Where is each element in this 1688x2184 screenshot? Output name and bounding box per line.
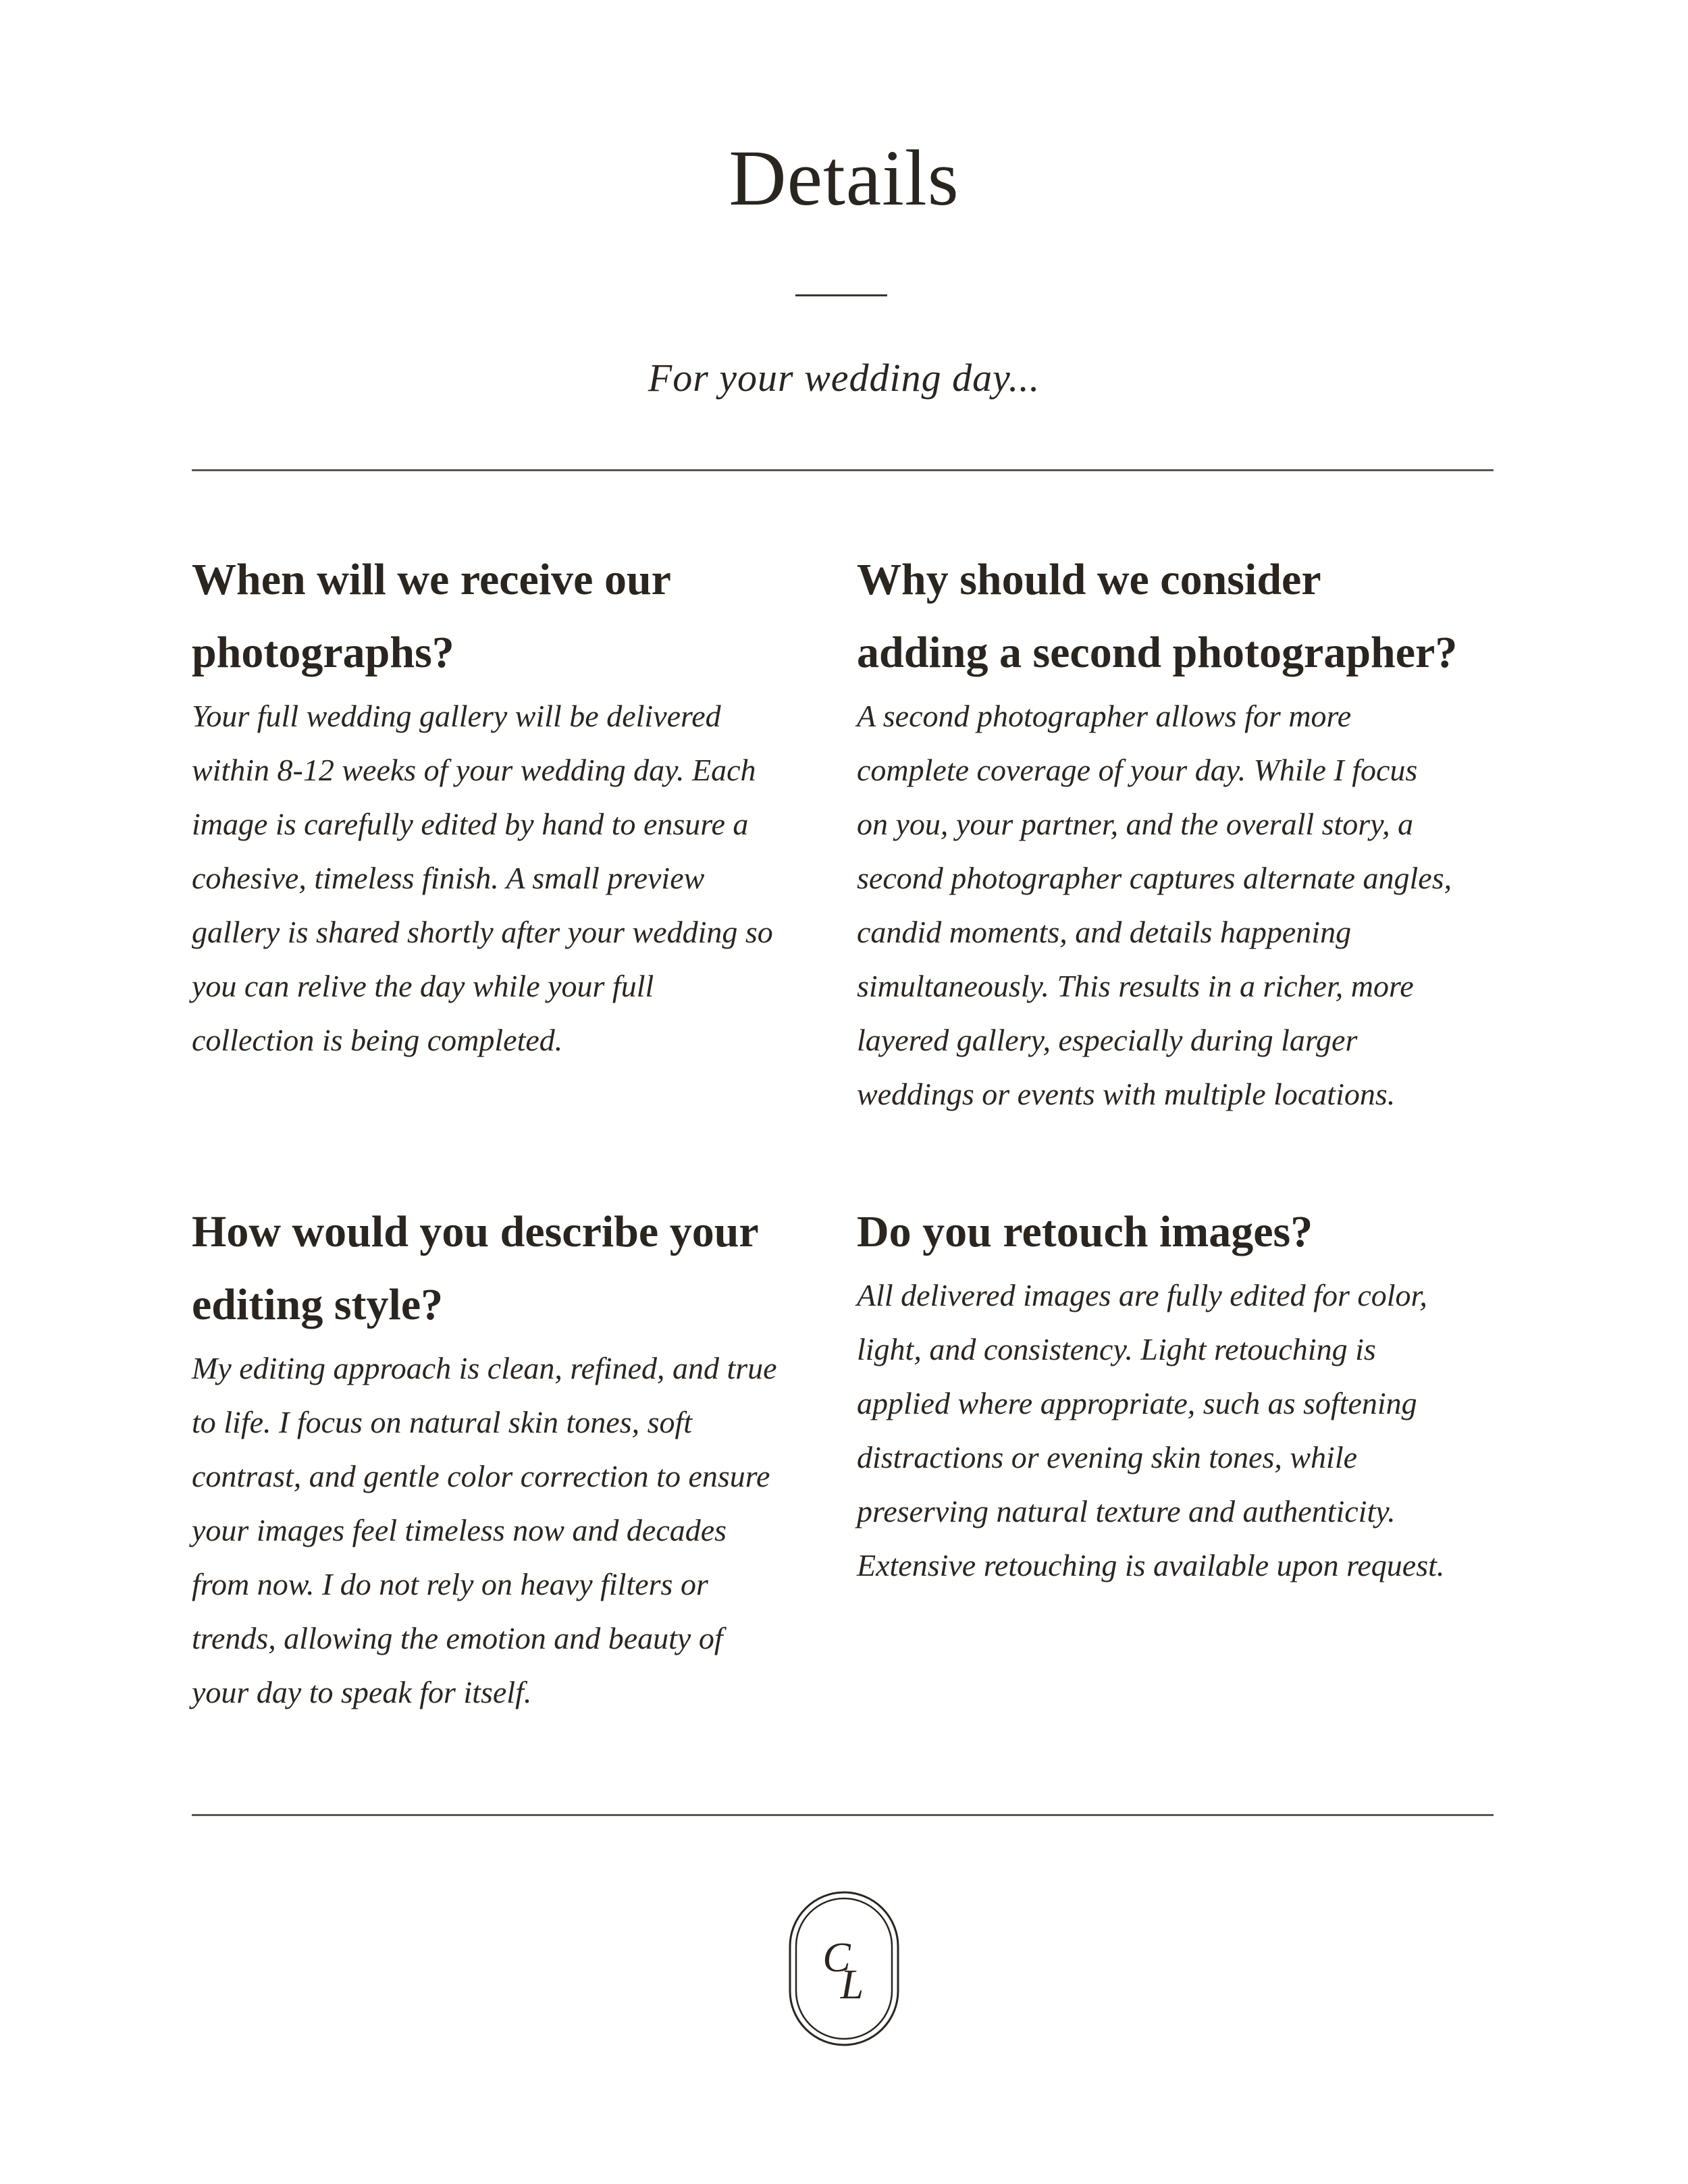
title-divider: [795, 294, 887, 296]
faq-answer-line: your images feel timeless now and decades: [192, 1513, 727, 1547]
faq-answer: [857, 1269, 1505, 1593]
faq-answer-line: light, and consistency. Light retouching is: [857, 1332, 1376, 1366]
faq-answer-line: collection is being completed.: [192, 1023, 563, 1057]
faq-answer-line: candid moments, and details happening: [857, 915, 1352, 949]
faq-answer-line: your day to speak for itself.: [192, 1675, 532, 1709]
faq-question: [192, 1196, 840, 1341]
faq-answer-line: trends, allowing the emotion and beauty of: [192, 1621, 723, 1655]
faq-question: [857, 1196, 1505, 1269]
faq-answer-line: A second photographer allows for more: [857, 699, 1352, 733]
faq-answer-line: gallery is shared shortly after your wedding so: [192, 915, 773, 949]
faq-question-line: editing style?: [192, 1280, 444, 1329]
faq-answer-line: to life. I focus on natural skin tones, soft: [192, 1405, 693, 1439]
faq-answer-line: Extensive retouching is available upon request.: [857, 1548, 1445, 1582]
faq-answer-line: from now. I do not rely on heavy filters or: [192, 1567, 708, 1601]
bottom-divider: [192, 1814, 1494, 1816]
faq-answer-line: second photographer captures alternate angles,: [857, 861, 1452, 895]
faq-item: [857, 543, 1505, 1121]
page-title: Details: [729, 134, 959, 222]
faq-answer-line: on you, your partner, and the overall story, a: [857, 807, 1414, 841]
faq-question-line: When will we receive our: [192, 555, 671, 604]
faq-answer-line: within 8-12 weeks of your wedding day. Each: [192, 753, 756, 787]
faq-question-line: Why should we consider: [857, 555, 1321, 604]
faq-answer: [192, 1341, 840, 1720]
faq-answer-line: preserving natural texture and authenticity.: [857, 1494, 1396, 1528]
faq-answer-line: Your full wedding gallery will be delivered: [192, 699, 721, 733]
faq-answer-line: My editing approach is clean, refined, and true: [192, 1351, 777, 1385]
faq-answer-line: applied where appropriate, such as softening: [857, 1386, 1417, 1420]
faq-question-line: adding a second photographer?: [857, 628, 1458, 677]
faq-question-line: photographs?: [192, 628, 454, 677]
faq-answer-line: cohesive, timeless finish. A small preview: [192, 861, 705, 895]
svg-text:C: C: [822, 1935, 851, 1981]
faq-question: [192, 543, 840, 689]
faq-question-line: Do you retouch images?: [857, 1207, 1313, 1256]
faq-answer: [857, 689, 1505, 1121]
monogram-oval-logo: [788, 1890, 900, 2047]
faq-answer-line: layered gallery, especially during larger: [857, 1023, 1358, 1057]
faq-answer-line: you can relive the day while your full: [192, 969, 654, 1003]
faq-item: [857, 1196, 1505, 1593]
faq-answer-line: All delivered images are fully edited for color,: [857, 1278, 1427, 1312]
faq-item: [192, 543, 840, 1067]
faq-question: [857, 543, 1505, 689]
page-subtitle: For your wedding day...: [648, 356, 1040, 400]
faq-answer-line: weddings or events with multiple locations.: [857, 1077, 1396, 1111]
svg-text:L: L: [840, 1962, 864, 2008]
faq-answer-line: distractions or evening skin tones, while: [857, 1440, 1358, 1474]
top-divider: [192, 469, 1494, 471]
faq-answer-line: contrast, and gentle color correction to ensure: [192, 1459, 770, 1493]
faq-answer-line: image is carefully edited by hand to ensure a: [192, 807, 749, 841]
faq-answer-line: simultaneously. This results in a richer, more: [857, 969, 1414, 1003]
faq-item: [192, 1196, 840, 1720]
faq-question-line: How would you describe your: [192, 1207, 759, 1256]
faq-answer: [192, 689, 840, 1067]
faq-answer-line: complete coverage of your day. While I focus: [857, 753, 1418, 787]
